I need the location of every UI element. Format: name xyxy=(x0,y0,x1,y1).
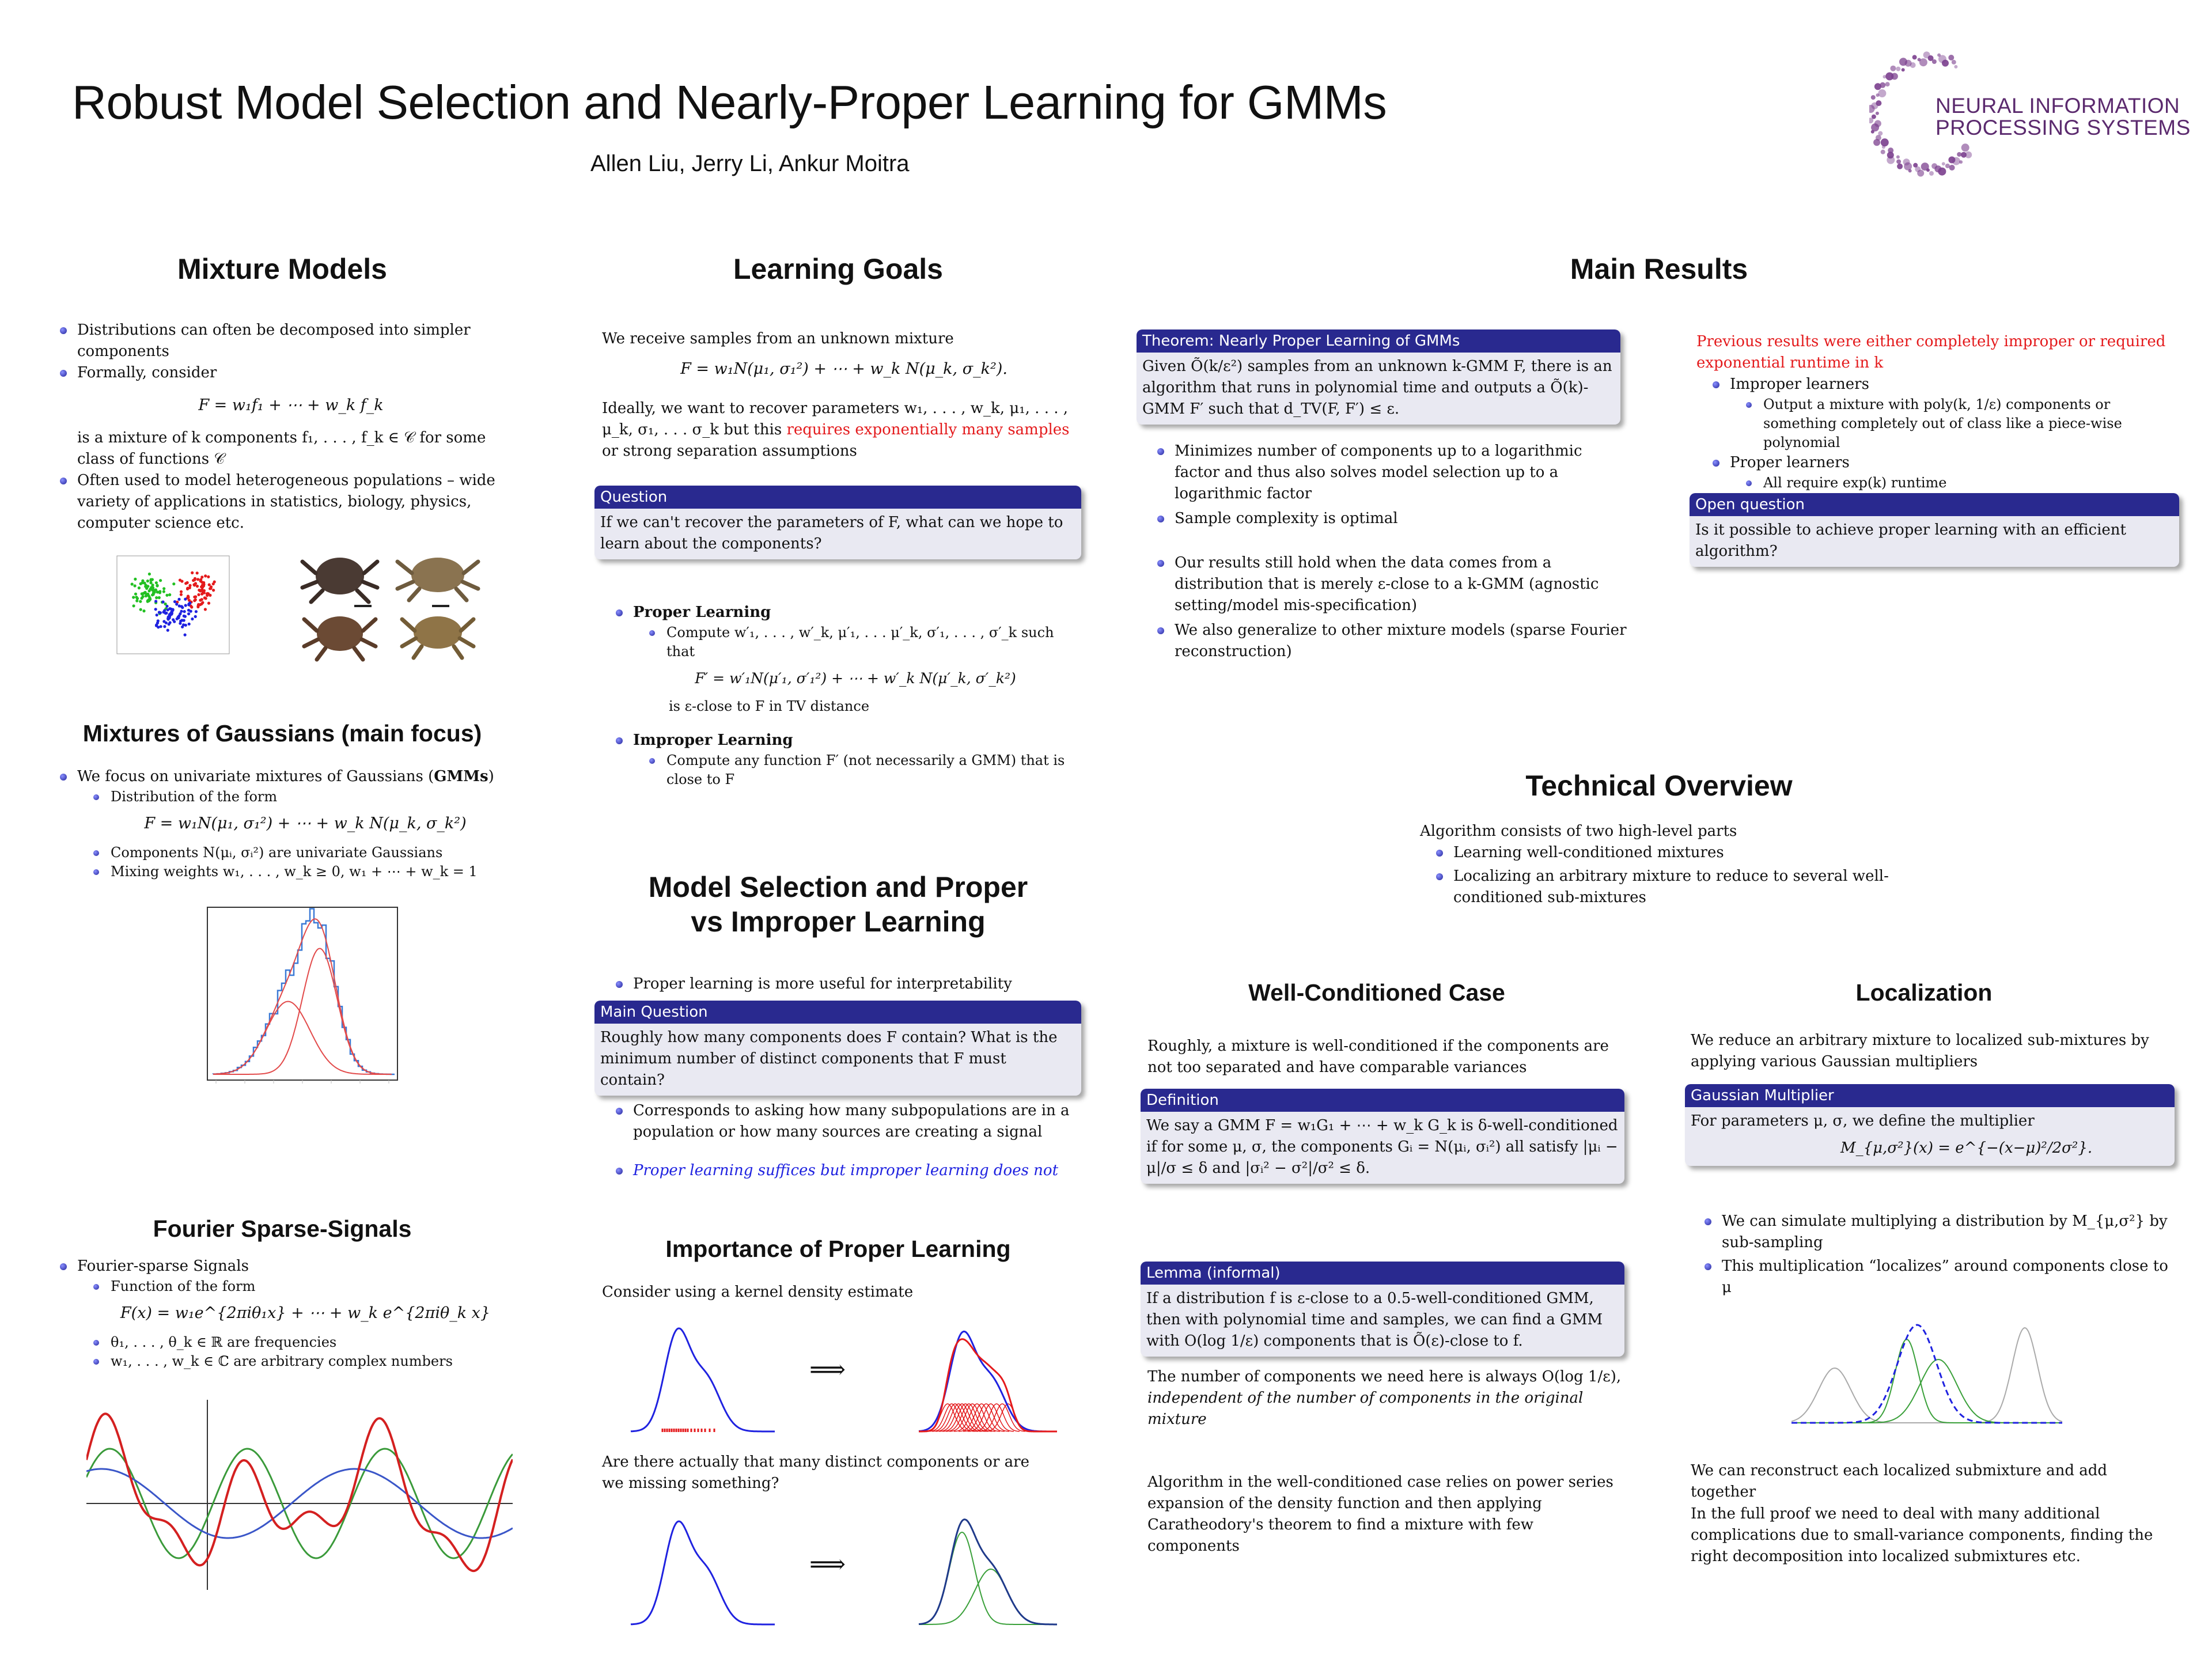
theorem-box xyxy=(1137,329,1620,425)
scatter-point xyxy=(190,605,193,608)
scatter-point xyxy=(155,581,158,584)
scatter-point xyxy=(196,578,199,581)
scatter-point xyxy=(201,585,204,588)
scatter-point xyxy=(162,600,165,603)
scatter-point xyxy=(179,579,181,582)
scatter-point xyxy=(146,593,149,596)
scatter-point xyxy=(207,602,210,605)
model-selection-more xyxy=(613,1100,1074,1181)
scatter-point xyxy=(156,613,158,616)
logo-dot xyxy=(1890,66,1896,71)
scatter-point xyxy=(158,596,161,599)
model-selection-b1: Proper learning is more useful for interpretability xyxy=(613,974,1074,995)
localization-full: In the full proof we need to deal with many additional complications due to small-variance components, finding the right decomposition into localized submixtures etc. xyxy=(1691,1505,2153,1565)
proper-learners: Proper learners xyxy=(1710,452,2180,474)
localization-b2: This multiplication “localizes” around components close to μ xyxy=(1702,1256,2169,1298)
mixture-after-formula: is a mixture of k components f₁, . . . , f_k ∈ 𝒞 for some class of functions 𝒞 xyxy=(77,429,486,468)
localization-recon: We can reconstruct each localized submixture and add together xyxy=(1691,1462,2108,1501)
logo-line2: PROCESSING SYSTEMS xyxy=(1936,116,2191,139)
crab-image-3 xyxy=(304,616,376,660)
logo-dot xyxy=(1878,89,1886,97)
scatter-point xyxy=(166,629,169,632)
kde-plot-before xyxy=(628,1319,778,1440)
technical-b2: Localizing an arbitrary mixture to reduce to several well-conditioned sub-mixtures xyxy=(1434,866,1904,908)
scatter-point xyxy=(203,596,206,599)
logo-dot xyxy=(1902,68,1905,71)
main-question-title: Main Question xyxy=(594,1001,1081,1024)
open-question-box xyxy=(1690,493,2179,567)
logo-dot xyxy=(1961,143,1969,151)
learning-types xyxy=(613,602,1074,789)
lemma-body: If a distribution f is ε-close to a 0.5-well-conditioned GMM, then with polynomial time and samples, we can find a GMM with O(log 1/ε) components that is Õ(ε)-close to f. xyxy=(1146,1290,1603,1350)
logo-dot xyxy=(1912,55,1917,59)
fourier-sub-2: θ₁, . . . , θ_k ∈ ℝ are frequencies xyxy=(91,1333,530,1352)
definition-box xyxy=(1141,1089,1624,1184)
scatter-point xyxy=(184,634,187,637)
authors: Allen Liu, Jerry Li, Ankur Moitra xyxy=(590,151,910,176)
logo-dot xyxy=(1897,164,1903,169)
scatter-point xyxy=(135,599,138,602)
scatter-point xyxy=(141,581,144,584)
scatter-point xyxy=(149,581,152,584)
scatter-point xyxy=(188,601,191,604)
logo-dot xyxy=(1873,139,1880,146)
scatter-point xyxy=(134,578,137,581)
logo-dot xyxy=(1949,165,1955,171)
gaussians-formula: F = w₁N(μ₁, σ₁²) + ⋯ + w_k N(μ_k, σ_k²) xyxy=(144,815,467,832)
gmm-histogram-plot xyxy=(190,902,403,1097)
scatter-point xyxy=(187,609,190,612)
mixture-bullet-3: Often used to model heterogeneous populations – wide variety of applications in statistics, biology, physics, computer science etc. xyxy=(58,470,524,534)
scatter-point xyxy=(150,586,153,589)
technical-b1: Learning well-conditioned mixtures xyxy=(1434,842,1904,863)
lemma-box xyxy=(1141,1262,1624,1357)
scatter-point xyxy=(207,592,210,595)
scatter-point xyxy=(183,610,186,613)
logo-dot xyxy=(1952,157,1960,165)
fourier-sub-1: Function of the form xyxy=(91,1277,530,1296)
logo-dot xyxy=(1876,112,1879,115)
scatter-point xyxy=(173,600,176,603)
fourier-sub-3: w₁, . . . , w_k ∈ ℂ are arbitrary complex numbers xyxy=(91,1352,530,1371)
logo-dot xyxy=(1881,150,1885,154)
scatter-point xyxy=(191,571,194,574)
previous-results xyxy=(1696,331,2180,493)
question-box xyxy=(594,486,1081,559)
fourier-formula: F(x) = w₁e^{2πiθ₁x} + ⋯ + w_k e^{2πiθ_k x} xyxy=(120,1304,491,1322)
gaussian-multiplier-box xyxy=(1685,1084,2175,1166)
logo-dot xyxy=(1896,156,1900,159)
scatter-point xyxy=(175,603,178,605)
mixture-models-body xyxy=(58,320,524,534)
scatter-point xyxy=(162,620,165,623)
kde-plot-after xyxy=(916,1319,1060,1440)
scatter-point xyxy=(196,571,199,574)
crab-photos xyxy=(300,547,490,662)
scatter-point xyxy=(180,605,183,608)
scatter-point xyxy=(179,612,181,615)
logo-dot xyxy=(1904,162,1912,171)
scatter-point xyxy=(199,579,202,582)
gaussian-multiplier-body: For parameters μ, σ, we define the multiplier M_{μ,σ²}(x) = e^{−(x−μ)²/2σ²}. xyxy=(1685,1107,2175,1166)
scatter-point xyxy=(155,596,158,599)
logo-dot xyxy=(1937,54,1941,57)
model-selection-b2: Corresponds to asking how many subpopulations are in a population or how many sources are creating a signal xyxy=(613,1100,1074,1143)
gaussian-multiplier-title: Gaussian Multiplier xyxy=(1685,1084,2175,1107)
gaussians-sub-2: Components N(μᵢ, σᵢ²) are univariate Gaussians xyxy=(91,843,530,862)
improper-learning-sub: Compute any function F′ (not necessarily a GMM) that is close to F xyxy=(647,751,1074,789)
open-question-body: Is it possible to achieve proper learning with an efficient algorithm? xyxy=(1695,521,2126,560)
logo-dot xyxy=(1899,58,1907,66)
scatter-point xyxy=(182,623,185,626)
heading-learning-goals: Learning Goals xyxy=(733,253,943,285)
scatter-point xyxy=(154,608,157,611)
definition-title: Definition xyxy=(1141,1089,1624,1112)
scatter-point xyxy=(139,608,142,611)
heading-fourier: Fourier Sparse-Signals xyxy=(153,1215,412,1242)
heading-main-results: Main Results xyxy=(1570,253,1748,285)
logo-dot xyxy=(1896,67,1900,71)
learning-goals-intro-text: We receive samples from an unknown mixture xyxy=(602,330,954,347)
scatter-point xyxy=(194,599,197,601)
logo-dot xyxy=(1908,169,1912,173)
scatter-point xyxy=(142,609,145,612)
main-results-b4: We also generalize to other mixture models (sparse Fourier reconstruction) xyxy=(1155,620,1627,662)
heading-gaussians: Mixtures of Gaussians (main focus) xyxy=(82,720,482,747)
scatter-point xyxy=(154,600,157,603)
scatter-point xyxy=(201,601,204,604)
scatter-point xyxy=(180,590,183,593)
theorem-title: Theorem: Nearly Proper Learning of GMMs xyxy=(1137,329,1620,353)
scatter-point xyxy=(207,575,210,578)
well-conditioned-intro: Roughly, a mixture is well-conditioned if the components are not too separated and have comparable variances xyxy=(1147,1037,1609,1076)
gaussians-sub-1: Distribution of the form xyxy=(91,787,530,806)
logo-dot xyxy=(1883,75,1887,78)
main-results-b1: Minimizes number of components up to a logarithmic factor and thus also solves model selection up to a logarithmic factor xyxy=(1155,441,1627,505)
main-results-b3: Our results still hold when the data comes from a distribution that is merely ε-close to a k-GMM (agnostic setting/model mis-specification) xyxy=(1155,552,1627,616)
mixture-bullet-1: Distributions can often be decomposed into simpler components xyxy=(58,320,524,362)
scatter-point xyxy=(134,584,137,587)
scatter-point xyxy=(195,610,198,613)
heading-importance: Importance of Proper Learning xyxy=(665,1236,1011,1262)
mixture-bullet-2: Formally, consider xyxy=(58,362,524,384)
scatter-point xyxy=(192,583,195,586)
scatter-point xyxy=(196,605,199,608)
localization-b1: We can simulate multiplying a distribution by M_{μ,σ²} by sub-sampling xyxy=(1702,1211,2169,1253)
fourier-bullet-1: Fourier-sparse Signals xyxy=(58,1256,530,1277)
scatter-point xyxy=(162,590,165,593)
scatter-point xyxy=(187,594,190,597)
localization-bullets xyxy=(1702,1211,2169,1298)
scatter-point xyxy=(177,598,180,601)
open-question-title: Open question xyxy=(1690,493,2179,516)
scatter-point xyxy=(172,618,175,621)
scatter-point xyxy=(168,593,171,596)
heading-mixture-models: Mixture Models xyxy=(177,253,387,285)
cluster-scatter-plot xyxy=(112,553,233,660)
gaussians-bullet-1: We focus on univariate mixtures of Gaussians (GMMs) xyxy=(58,766,530,787)
lemma-title: Lemma (informal) xyxy=(1141,1262,1624,1285)
heading-technical: Technical Overview xyxy=(1525,770,1793,802)
well-conditioned-algo: Algorithm in the well-conditioned case relies on power series expansion of the density function and then applying Caratheodory's theorem to find a mixture with few components xyxy=(1147,1474,1613,1555)
importance-question: Are there actually that many distinct components or are we missing something? xyxy=(602,1453,1029,1492)
scatter-point xyxy=(184,604,187,607)
theorem-body: Given Õ(k/ε²) samples from an unknown k-GMM F, there is an algorithm that runs in polynomial time and outputs a Õ(k)-GMM F′ such that d_TV(F, F′) ≤ ε. xyxy=(1142,358,1612,418)
scatter-point xyxy=(184,582,187,585)
logo-dot xyxy=(1923,51,1930,58)
proper-learners-sub: All require exp(k) runtime xyxy=(1744,474,2180,493)
scatter-point xyxy=(192,579,195,582)
logo-dot xyxy=(1918,58,1921,62)
well-conditioned-after: The number of components we need here is always O(log 1/ε), independent of the number of components in the original mixture xyxy=(1147,1368,1622,1428)
importance-intro: Consider using a kernel density estimate xyxy=(602,1283,914,1301)
gaussian-multiplier-formula: M_{μ,σ²}(x) = e^{−(x−μ)²/2σ²}. xyxy=(1840,1139,2093,1157)
proper-learning-title: Proper Learning xyxy=(613,602,1074,623)
scatter-point xyxy=(156,584,158,587)
scatter-point xyxy=(162,587,165,590)
scatter-point xyxy=(138,586,141,589)
localization-plot xyxy=(1791,1308,2062,1440)
scatter-point xyxy=(184,615,187,618)
main-question-body: Roughly how many components does F contain? What is the minimum number of distinct components that F must contain? xyxy=(600,1029,1058,1089)
heading-model-selection-line1: Model Selection and Proper xyxy=(648,871,1028,903)
previous-results-text: Previous results were either completely improper or required exponential runtime in k xyxy=(1696,333,2166,372)
scatter-point xyxy=(158,591,161,594)
scatter-point xyxy=(169,621,172,624)
model-selection-b3: Proper learning suffices but improper learning does not xyxy=(613,1160,1074,1181)
scatter-point xyxy=(162,611,165,613)
proper-learning-sub: Compute w′₁, . . . , w′_k, μ′₁, . . . μ′_k, σ′₁, . . . , σ′_k such that xyxy=(647,623,1074,661)
scatter-point xyxy=(171,609,174,612)
scatter-point xyxy=(165,594,168,597)
scatter-point xyxy=(143,592,146,594)
main-results-b2: Sample complexity is optimal xyxy=(1155,508,1627,529)
technical-intro: Algorithm consists of two high-level parts xyxy=(1420,823,1737,840)
logo-dot xyxy=(1871,130,1874,134)
fourier-body xyxy=(58,1256,530,1371)
logo-dot xyxy=(1874,83,1881,90)
logo-dot xyxy=(1954,65,1957,69)
scatter-point xyxy=(197,593,200,596)
scatter-point xyxy=(146,579,149,582)
heading-localization: Localization xyxy=(1855,979,1993,1006)
technical-body xyxy=(1420,821,1904,908)
heading-model-selection xyxy=(619,870,1057,939)
logo-dot xyxy=(1926,168,1930,172)
scatter-point xyxy=(139,600,142,603)
scatter-point xyxy=(212,589,215,592)
arrow-1: ⟹ xyxy=(809,1355,846,1384)
scatter-point xyxy=(163,625,166,628)
scatter-point xyxy=(196,585,199,588)
logo-dot xyxy=(1881,138,1889,146)
logo-dot xyxy=(1929,171,1934,176)
logo-dot xyxy=(1938,168,1946,176)
mixture-formula: F = w₁f₁ + ⋯ + w_k f_k xyxy=(198,396,384,414)
improper-learners: Improper learners xyxy=(1710,374,2180,395)
logo-dot xyxy=(1917,170,1924,177)
definition-body: We say a GMM F = w₁G₁ + ⋯ + w_k G_k is δ-well-conditioned if for some μ, σ, the components Gᵢ = N(μᵢ, σᵢ²) all satisfy |μᵢ − μ|/σ ≤ δ and |σᵢ² − σ²|/σ² ≤ δ. xyxy=(1146,1117,1618,1177)
main-results-bullets xyxy=(1155,441,1627,662)
scatter-point xyxy=(199,599,202,601)
scatter-point xyxy=(188,586,191,589)
gaussians-body xyxy=(58,766,530,881)
crab-image-4 xyxy=(402,616,474,658)
scatter-point xyxy=(142,595,145,598)
proper-learning-formula: F′ = w′₁N(μ′₁, σ′₁²) + ⋯ + w′_k N(μ′_k, σ′_k²) xyxy=(695,670,1016,687)
logo-line1: NEURAL INFORMATION xyxy=(1936,94,2180,118)
scatter-point xyxy=(180,593,183,596)
logo-dot xyxy=(1942,162,1945,165)
scatter-point xyxy=(155,624,158,627)
learning-goals-ideally: Ideally, we want to recover parameters w₁, . . . , w_k, μ₁, . . . , μ_k, σ₁, . . . σ_k but this requires exponentially many samples or strong separation assumptions xyxy=(602,400,1070,460)
logo-dot xyxy=(1887,156,1895,164)
heading-well-conditioned: Well-Conditioned Case xyxy=(1248,979,1505,1006)
scatter-point xyxy=(187,612,190,615)
improper-learning-title: Improper Learning xyxy=(613,730,1074,751)
scatter-point xyxy=(159,611,162,614)
scatter-point xyxy=(132,596,135,599)
main-question-box xyxy=(594,1001,1081,1096)
question-box-title: Question xyxy=(594,486,1081,509)
learning-goals-intro xyxy=(602,328,1086,462)
logo-dot xyxy=(1871,95,1876,100)
scatter-point xyxy=(159,579,162,582)
scatter-point xyxy=(144,585,147,588)
scatter-point xyxy=(209,587,212,590)
logo-dot xyxy=(1959,160,1963,164)
scatter-point xyxy=(204,574,207,577)
fourier-signal-plot xyxy=(86,1400,513,1590)
scatter-point xyxy=(172,582,175,585)
scatter-point xyxy=(132,604,135,607)
arrow-2: ⟹ xyxy=(809,1550,846,1579)
scatter-point xyxy=(148,573,151,575)
scatter-point xyxy=(141,592,143,595)
logo-dot xyxy=(1896,160,1901,164)
heading-model-selection-line2: vs Improper Learning xyxy=(691,906,986,938)
logo-dot xyxy=(1952,60,1956,65)
neurips-logo xyxy=(1869,49,2192,187)
proper-learning-after: is ε-close to F in TV distance xyxy=(669,698,870,714)
scatter-point xyxy=(153,589,156,592)
scatter-point xyxy=(165,612,168,615)
gaussians-sub-3: Mixing weights w₁, . . . , w_k ≥ 0, w₁ + ⋯ + w_k = 1 xyxy=(91,862,530,881)
improper-learners-sub: Output a mixture with poly(k, 1/ε) components or something completely out of class like a piece-wise polynomial xyxy=(1744,395,2180,452)
logo-dot xyxy=(1885,82,1890,86)
scatter-point xyxy=(177,616,180,619)
scatter-point xyxy=(179,622,181,625)
scatter-point xyxy=(183,619,185,622)
scatter-point xyxy=(204,608,207,611)
scatter-point xyxy=(134,593,137,596)
logo-dot xyxy=(1885,73,1893,81)
question-box-body: If we can't recover the parameters of F, what can we hope to learn about the components? xyxy=(600,514,1063,552)
crab-image-2 xyxy=(397,558,478,600)
crab-image-1 xyxy=(302,558,377,602)
learning-goals-formula: F = w₁N(μ₁, σ₁²) + ⋯ + w_k N(μ_k, σ_k²). xyxy=(680,360,1007,378)
poster-title: Robust Model Selection and Nearly-Proper Learning for GMMs xyxy=(72,75,1387,129)
scatter-point xyxy=(131,583,134,586)
logo-dot xyxy=(1965,151,1972,158)
scatter-point xyxy=(166,617,169,620)
gmm-fit-plot xyxy=(916,1512,1060,1633)
scatter-point xyxy=(200,588,203,591)
scatter-point xyxy=(213,581,216,584)
scatter-point xyxy=(184,598,187,601)
scatter-point xyxy=(193,596,196,599)
localization-intro: We reduce an arbitrary mixture to localized sub-mixtures by applying various Gaussian multipliers xyxy=(1691,1032,2149,1070)
scatter-point xyxy=(188,623,191,626)
scatter-point xyxy=(191,618,194,620)
logo-dot xyxy=(1948,55,1954,60)
kde-plot-before-2 xyxy=(628,1512,778,1633)
logo-dot xyxy=(1957,152,1961,157)
scatter-point xyxy=(194,615,197,618)
logo-dot xyxy=(1876,93,1880,97)
logo-dot xyxy=(1882,145,1885,149)
scatter-point xyxy=(165,605,168,608)
